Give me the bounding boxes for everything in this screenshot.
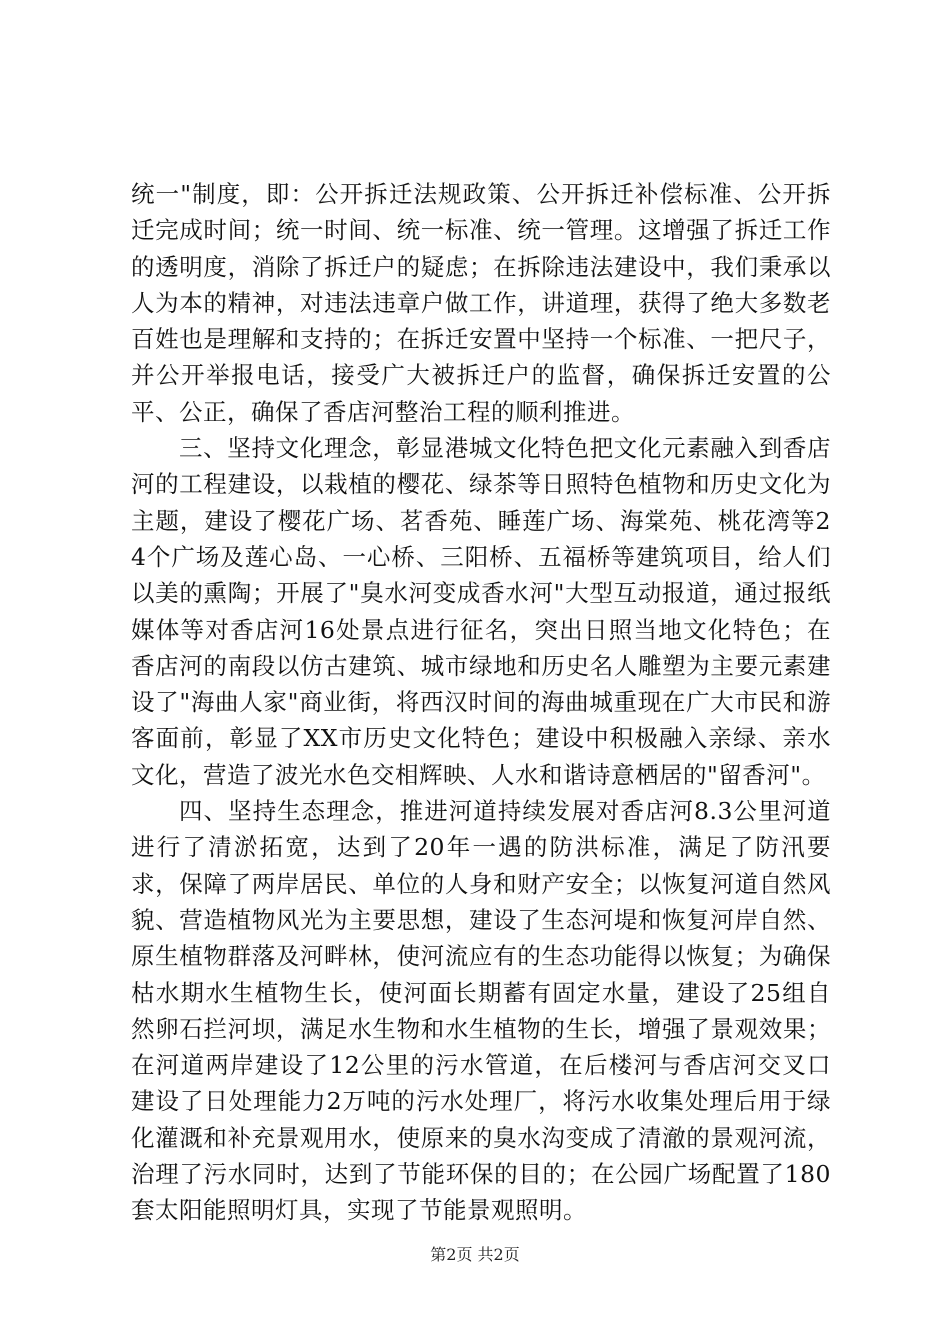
- paragraph-continued: 统一"制度，即：公开拆迁法规政策、公开拆迁补偿标准、公开拆迁完成时间；统一时间、统一标准、统一管理。这增强了拆迁工作的透明度，消除了拆迁户的疑虑；在拆除违法建设中，我们秉承以人为本的精神，对违法违章户做工作，讲道理，获得了绝大多数老百姓也是理解和支持的；在拆迁安置中坚持一个标准、一把尺子，并公开举报电话，接受广大被拆迁户的监督，确保拆迁安置的公平、公正，确保了香店河整治工程的顺利推进。: [131, 180, 831, 426]
- paragraph-culture: 三、坚持文化理念，彰显港城文化特色把文化元素融入到香店河的工程建设，以栽植的樱花、绿茶等日照特色植物和历史文化为主题，建设了樱花广场、茗香苑、睡莲广场、海棠苑、桃花湾等24个广场及莲心岛、一心桥、三阳桥、五福桥等建筑项目，给人们以美的熏陶；开展了"臭水河变成香水河"大型互动报道，通过报纸媒体等对香店河16处景点进行征名，突出日照当地文化特色；在香店河的南段以仿古建筑、城市绿地和历史名人雕塑为主要元素建设了"海曲人家"商业街，将西汉时间的海曲城重现在广大市民和游客面前，彰显了XX市历史文化特色；建设中积极融入亲绿、亲水文化，营造了波光水色交相辉映、人水和谐诗意栖居的"留香河"。: [131, 434, 831, 789]
- paragraph-ecology: 四、坚持生态理念，推进河道持续发展对香店河8.3公里河道进行了清淤拓宽，达到了20年一遇的防洪标准，满足了防汛要求，保障了两岸居民、单位的人身和财产安全；以恢复河道自然风貌、营造植物风光为主要思想，建设了生态河堤和恢复河岸自然、原生植物群落及河畔林，使河流应有的生态功能得以恢复；为确保枯水期水生植物生长，使河面长期蓄有固定水量，建设了25组自然卵石拦河坝，满足水生物和水生植物的生长，增强了景观效果；在河道两岸建设了12公里的污水管道，在后楼河与香店河交叉口建设了日处理能力2万吨的污水处理厂，将污水收集处理后用于绿化灌溉和补充景观用水，使原来的臭水沟变成了清澈的景观河流，治理了污水同时，达到了节能环保的目的；在公园广场配置了180套太阳能照明灯具，实现了节能景观照明。: [131, 797, 831, 1225]
- page-number-footer: 第2页 共2页: [430, 1245, 520, 1264]
- document-body: [131, 176, 831, 1229]
